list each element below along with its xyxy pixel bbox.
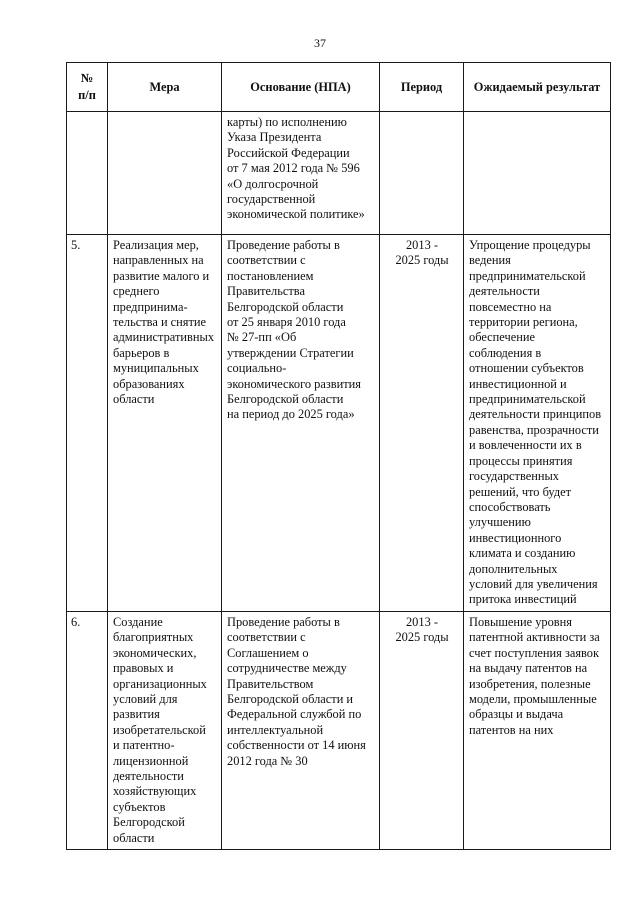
- row-basis-cell: Проведение работы в соответствии с постановлением Правительства Белгородской области от 25 января 2010 года № 27-пп «Об утверждении Стратегии социально- экономического развития Белгородской области на период до 2025 года»: [222, 235, 380, 612]
- header-period: Период: [380, 63, 464, 112]
- row-period-cell: 2013 - 2025 годы: [380, 235, 464, 612]
- row-measure-cell: Создание благоприятных экономических, правовых и организационных условий для развития изобретательской и патентно- лицензионной деятельности хозяйствующих субъектов Белгородской области: [108, 612, 222, 850]
- row-result-cell: Упрощение процедуры ведения предпринимательской деятельности повсеместно на территории региона, обеспечение соблюдения в отношении субъектов инвестиционной и предпринимательской деятельности принципов равенства, прозрачности и вовлеченности их в процессы принятия государственных решений, что будет способствовать улучшению инвестиционного климата и созданию дополнительных условий для увеличения притока инвестиций: [464, 235, 611, 612]
- row-num-cell: 6.: [67, 612, 108, 850]
- table-row: [67, 235, 611, 612]
- row-num-cell: [67, 112, 108, 235]
- row-result-cell: [464, 112, 611, 235]
- table-row: [67, 612, 611, 850]
- row-num-cell: 5.: [67, 235, 108, 612]
- measures-table: [66, 62, 611, 850]
- row-basis-cell: карты) по исполнению Указа Президента Российской Федерации от 7 мая 2012 года № 596 «О долгосрочной государственной экономической политике»: [222, 112, 380, 235]
- row-period-cell: [380, 112, 464, 235]
- header-measure: Мера: [108, 63, 222, 112]
- header-result: Ожидаемый результат: [464, 63, 611, 112]
- page-number: 37: [314, 36, 326, 50]
- header-basis: Основание (НПА): [222, 63, 380, 112]
- row-period-cell: 2013 - 2025 годы: [380, 612, 464, 850]
- table-header-row: [67, 63, 611, 112]
- row-measure-cell: Реализация мер, направленных на развитие малого и среднего предпринима- тельства и снятие административных барьеров в муниципальных образованиях области: [108, 235, 222, 612]
- row-result-cell: Повышение уровня патентной активности за счет поступления заявок на выдачу патентов на изобретения, полезные модели, промышленные образцы и выдача патентов на них: [464, 612, 611, 850]
- row-basis-cell: Проведение работы в соответствии с Соглашением о сотрудничестве между Правительством Белгородской области и Федеральной службой по интеллектуальной собственности от 14 июня 2012 года № 30: [222, 612, 380, 850]
- header-num: № п/п: [67, 63, 108, 112]
- table-row: [67, 112, 611, 235]
- row-measure-cell: [108, 112, 222, 235]
